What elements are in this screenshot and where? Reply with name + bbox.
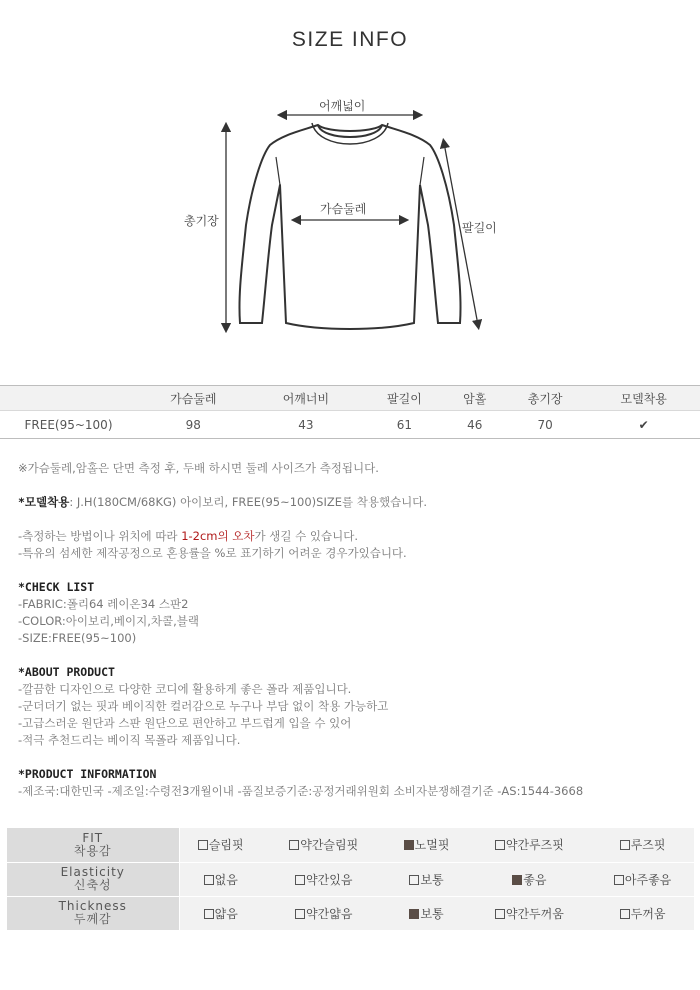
- fit-option-label: 좋음: [523, 872, 547, 887]
- fit-option: [262, 862, 386, 896]
- fit-option: [262, 828, 386, 862]
- fit-option: [179, 862, 262, 896]
- fit-option: [386, 896, 468, 930]
- header-cell: 가슴둘레: [137, 386, 250, 411]
- fit-option: [262, 896, 386, 930]
- fit-option-label: 두꺼움: [630, 906, 666, 921]
- fabric-line: -FABRIC:폴리64 레이온34 스판2: [18, 597, 189, 611]
- unchecked-box-icon: [289, 840, 299, 850]
- header-cell: [0, 386, 137, 411]
- fit-label-en: FIT: [82, 830, 104, 845]
- fit-option-label: 없음: [214, 872, 238, 887]
- fit-label-ko: 두께감: [73, 912, 112, 926]
- fit-option-label: 약간두꺼움: [505, 906, 564, 921]
- error-highlight: 1-2cm의 오차: [181, 529, 255, 543]
- size-line: -SIZE:FREE(95~100): [18, 631, 137, 645]
- shoulder-label: 어깨넓이: [319, 99, 366, 113]
- fit-label-en: Thickness: [58, 899, 127, 913]
- fit-option: [591, 896, 694, 930]
- fit-option-label: 보통: [420, 872, 444, 887]
- about-product-heading: *ABOUT PRODUCT: [18, 665, 115, 679]
- error-note-text: -측정하는 방법이나 위치에 따라: [18, 529, 182, 543]
- fit-option-label: 약간루즈핏: [505, 838, 564, 853]
- fit-option-label: 노멀핏: [414, 838, 450, 853]
- model-text: : J.H(180CM/68KG) 아이보리, FREE(95~100)SIZE를 착용했습니다.: [69, 495, 428, 509]
- unchecked-box-icon: [614, 875, 624, 885]
- fit-option: [468, 862, 592, 896]
- header-cell: 모델착용: [587, 386, 700, 411]
- product-information-text: -제조국:대한민국 -제조일:수령전3개월이내 -품질보증기준:공정거래위원회 소비자분쟁해결기준 -AS:1544-3668: [18, 784, 584, 798]
- unchecked-box-icon: [620, 909, 630, 919]
- size-table-header: [0, 386, 700, 411]
- product-notes: [18, 460, 688, 800]
- measure-note: ※가슴둘레,암홀은 단면 측정 후, 두배 하시면 둘레 사이즈가 측정됩니다.: [18, 461, 379, 475]
- fit-option: [179, 828, 262, 862]
- fit-option-label: 얇음: [214, 906, 238, 921]
- page-title: SIZE INFO: [291, 28, 409, 51]
- unchecked-box-icon: [495, 909, 505, 919]
- model-check-icon: ✔: [587, 411, 700, 439]
- chest-label: 가슴둘레: [320, 202, 367, 216]
- fit-label-ko: 신축성: [73, 878, 112, 892]
- unchecked-box-icon: [198, 840, 208, 850]
- model-info: [18, 494, 688, 511]
- fit-table: [7, 828, 694, 931]
- checked-box-icon: [512, 875, 522, 885]
- about-line: -적극 추천드리는 베이직 목폴라 제품입니다.: [18, 733, 241, 747]
- checked-box-icon: [409, 909, 419, 919]
- fit-option: [591, 828, 694, 862]
- fit-option: [179, 896, 262, 930]
- fit-row-label: [7, 862, 179, 896]
- unchecked-box-icon: [204, 909, 214, 919]
- about-line: -깔끔한 디자인으로 다양한 코디에 활용하게 좋은 폴라 제품입니다.: [18, 682, 352, 696]
- header-cell: 암홀: [447, 386, 503, 411]
- unchecked-box-icon: [295, 875, 305, 885]
- length-cell: 70: [503, 411, 587, 439]
- fit-option-label: 약간있음: [306, 872, 353, 887]
- header-cell: 어깨너비: [250, 386, 363, 411]
- armhole-cell: 46: [447, 411, 503, 439]
- product-information-heading: *PRODUCT INFORMATION: [18, 767, 157, 781]
- header-cell: 팔길이: [362, 386, 446, 411]
- fit-row-label: [7, 896, 179, 930]
- shoulder-cell: 43: [250, 411, 363, 439]
- about-line: -군더더기 없는 핏과 베이직한 컬러감으로 누구나 부담 없이 착용 가능하고: [18, 699, 389, 713]
- check-list-heading: *CHECK LIST: [18, 580, 95, 594]
- fit-option-label: 약간얇음: [306, 906, 353, 921]
- sleeve-cell: 61: [362, 411, 446, 439]
- length-label: 총기장: [184, 214, 219, 228]
- fit-option: [386, 828, 468, 862]
- fit-option: [468, 896, 592, 930]
- header-cell: 총기장: [503, 386, 587, 411]
- fit-option-label: 약간슬림핏: [300, 838, 359, 853]
- blend-note: -특유의 섬세한 제작공정으로 혼용률을 %로 표기하기 어려운 경우가있습니다.: [18, 546, 407, 560]
- fit-option: [386, 862, 468, 896]
- size-diagram: [0, 85, 700, 345]
- fit-label-ko: 착용감: [73, 843, 112, 858]
- chest-cell: 98: [137, 411, 250, 439]
- fit-row: [7, 862, 694, 896]
- unchecked-box-icon: [620, 840, 630, 850]
- fit-option-label: 보통: [420, 906, 444, 921]
- unchecked-box-icon: [295, 909, 305, 919]
- color-line: -COLOR:아이보리,베이지,차콜,블랙: [18, 614, 199, 628]
- unchecked-box-icon: [204, 875, 214, 885]
- fit-option: [468, 828, 592, 862]
- checked-box-icon: [404, 840, 414, 850]
- fit-option-label: 아주좋음: [624, 872, 672, 887]
- fit-option-label: 루즈핏: [630, 838, 666, 853]
- error-note-suffix: 가 생길 수 있습니다.: [254, 529, 358, 543]
- sleeve-label: 팔길이: [462, 221, 497, 235]
- unchecked-box-icon: [495, 840, 505, 850]
- unchecked-box-icon: [409, 875, 419, 885]
- fit-option-label: 슬림핏: [208, 838, 244, 853]
- size-cell: FREE(95~100): [0, 411, 137, 439]
- fit-row: [7, 896, 694, 930]
- size-table: [0, 385, 700, 439]
- fit-label-en: Elasticity: [60, 865, 125, 879]
- fit-row-label: [7, 828, 179, 862]
- fit-row: [7, 828, 694, 862]
- about-line: -고급스러운 원단과 스판 원단으로 편안하고 부드럽게 입을 수 있어: [18, 716, 352, 730]
- model-heading: *모델착용: [18, 495, 70, 509]
- fit-option: [591, 862, 694, 896]
- error-note: [18, 528, 688, 545]
- table-row: [0, 411, 700, 439]
